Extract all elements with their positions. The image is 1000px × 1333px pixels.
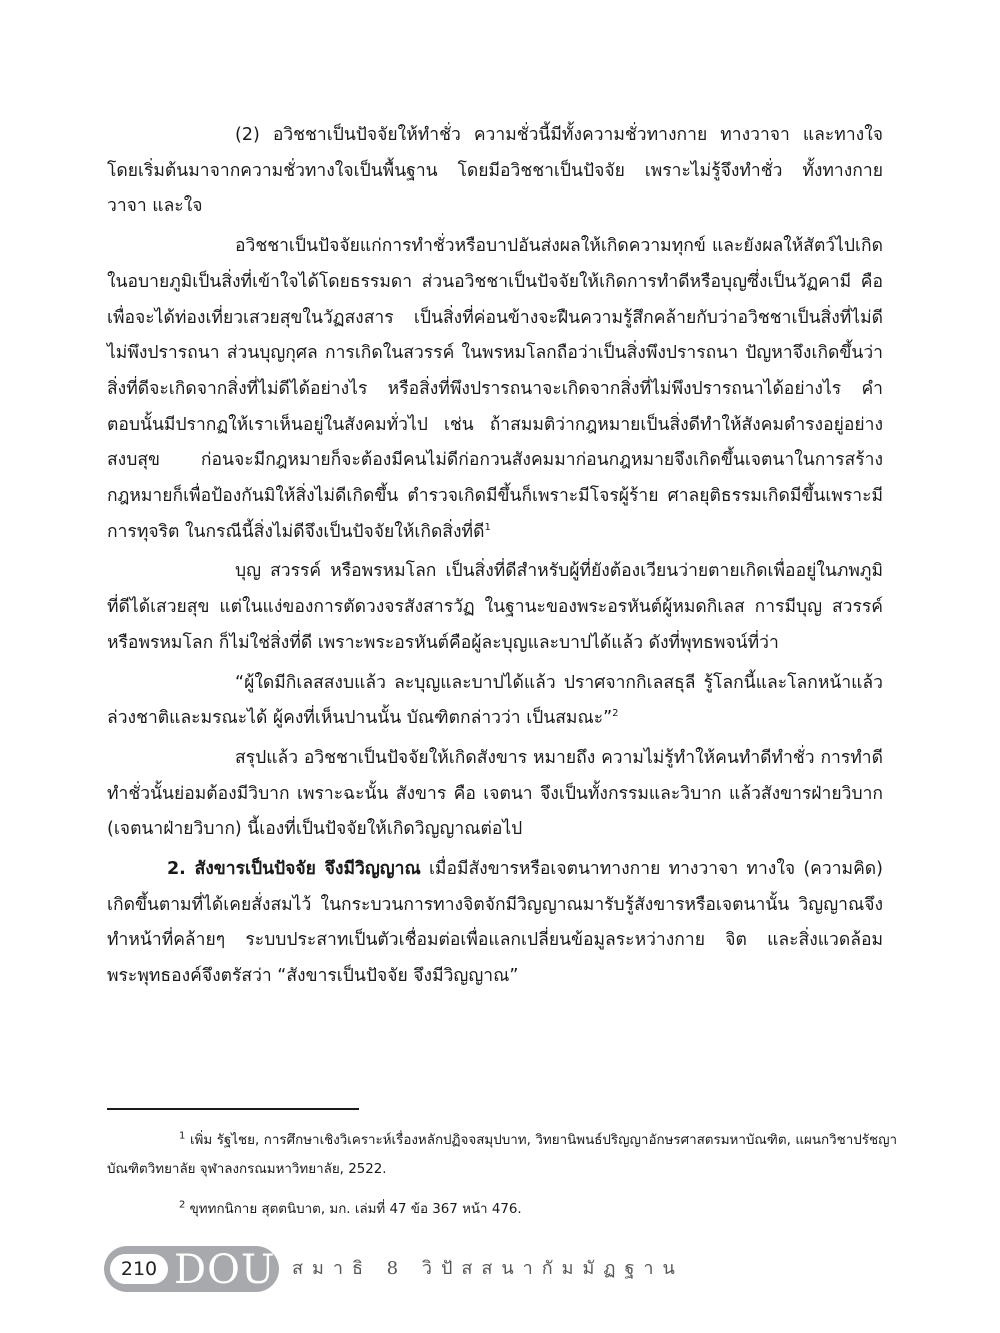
footnote-2-number: 2 (179, 1199, 186, 1211)
paragraph-2 (107, 229, 883, 550)
footer-badge (104, 1246, 279, 1292)
footnote-2 (107, 1195, 897, 1224)
book-title: สมาธิ 8 วิปัสสนากัมมัฏฐาน (292, 1258, 684, 1279)
paragraph-1 (107, 118, 883, 225)
paragraph-3 (107, 554, 883, 661)
footnotes (107, 1126, 897, 1224)
paragraph-4-text: สรุปแล้ว อวิชชาเป็นปัจจัยให้เกิดสังขาร หมายถึง ความไม่รู้ทำให้คนทำดีทำชั่ว การทำดีทำชั่วนั้นย่อมต้องมีวิบาก เพราะฉะนั้น สังขาร คือ เจตนา จึงเป็นทั้งกรรมและวิบาก แล้วสังขารฝ่ายวิบาก (เจตนาฝ่ายวิบาก) นี้เองที่เป็นปัจจัยให้เกิดวิญญาณต่อไป (107, 747, 883, 840)
paragraph-5-text: เมื่อมีสังขารหรือเจตนาทางกาย ทางวาจา ทางใจ (ความคิด) เกิดขึ้นตามที่ได้เคยสั่งสมไว้ ในกระบวนการทางจิตจักมีวิญญาณมารับรู้สังขารหรือเจตนานั้น วิญญาณจึงทำหน้าที่คล้ายๆ ระบบประสาทเป็นตัวเชื่อมต่อเพื่อแลกเปลี่ยนข้อมูลระหว่างกาย จิต และสิ่งแวดล้อม พระพุทธองค์จึงตรัสว่า “สังขารเป็นปัจจัย จึงมีวิญญาณ” (107, 859, 883, 987)
paragraph-5 (107, 852, 883, 995)
dou-logo: DOU (174, 1247, 276, 1293)
section-heading: 2. สังขารเป็นปัจจัย จึงมีวิญญาณ (167, 859, 421, 880)
footnote-1 (107, 1126, 897, 1184)
footnote-divider (107, 1108, 359, 1110)
footnote-1-number: 1 (179, 1130, 186, 1142)
quote-text: “ผู้ใดมีกิเลสสงบแล้ว ละบุญและบาปได้แล้ว ปราศจากกิเลสธุลี รู้โลกนี้และโลกหน้าแล้ว ล่วงชาติและมรณะได้ ผู้คงที่เห็นปานนั้น บัณฑิตกล่าวว่า เป็นสมณะ” (107, 672, 883, 729)
paragraph-3-text: บุญ สวรรค์ หรือพรหมโลก เป็นสิ่งที่ดีสำหรับผู้ที่ยังต้องเวียนว่ายตายเกิดเพื่ออยู่ในภพภูมิที่ดีได้เสวยสุข แต่ในแง่ของการตัดวงจรสังสารวัฏ ในฐานะของพระอรหันต์ผู้หมดกิเลส การมีบุญ สวรรค์ หรือพรหมโลก ก็ไม่ใช่สิ่งที่ดี เพราะพระอรหันต์คือผู้ละบุญและบาปได้แล้ว ดังที่พุทธพจน์ที่ว่า (107, 561, 883, 653)
paragraph-1-text: (2) อวิชชาเป็นปัจจัยให้ทำชั่ว ความชั่วนี้มีทั้งความชั่วทางกาย ทางวาจา และทางใจ โดยเริ่มต้นมาจากความชั่วทางใจเป็นพื้นฐาน โดยมีอวิชชาเป็นปัจจัย เพราะไม่รู้จึงทำชั่ว ทั้งทางกาย วาจา และใจ (107, 125, 883, 217)
paragraph-2-text: อวิชชาเป็นปัจจัยแก่การทำชั่วหรือบาปอันส่งผลให้เกิดความทุกข์ และยังผลให้สัตว์ไปเกิดในอบายภูมิเป็นสิ่งที่เข้าใจได้โดยธรรมดา ส่วนอวิชชาเป็นปัจจัยให้เกิดการทำดีหรือบุญซึ่งเป็นวัฏคามี คือ เพื่อจะได้ท่องเที่ยวเสวยสุขในวัฏสงสาร เป็นสิ่งที่ค่อนข้างจะฝืนความรู้สึกคล้ายกับว่าอวิชชาเป็นสิ่งที่ไม่ดี ไม่พึงปรารถนา ส่วนบุญกุศล การเกิดในสวรรค์ ในพรหมโลกถือว่าเป็นสิ่งพึงปรารถนา ปัญหาจึงเกิดขึ้นว่า สิ่งที่ดีจะเกิดจากสิ่งที่ไม่ดีได้อย่างไร หรือสิ่งที่พึงปรารถนาจะเกิดจากสิ่งที่ไม่พึงปรารถนาได้อย่างไร คำตอบนั้นมีปรากฏให้เราเห็นอยู่ในสังคมทั่วไป เช่น ถ้าสมมติว่ากฎหมายเป็นสิ่งดีทำให้สังคมดำรงอยู่อย่างสงบสุข ก่อนจะมีกฎหมายก็จะต้องมีคนไม่ดีก่อกวนสังคมมาก่อนกฎหมายจึงเกิดขึ้นเจตนาในการสร้างกฎหมายก็เพื่อป้องกันมิให้สิ่งไม่ดีเกิดขึ้น ตำรวจเกิดมีขึ้นก็เพราะมีโจรผู้ร้าย ศาลยุติธรรมเกิดมีขึ้นเพราะมีการทุจริต ในกรณีนี้สิ่งไม่ดีจึงเป็นปัจจัยให้เกิดสิ่งที่ดี (107, 236, 883, 542)
footnote-ref-1[interactable]: 1 (484, 521, 491, 533)
footnote-1-text: เพิ่ม รัฐไชย, การศึกษาเชิงวิเคราะห์เรื่องหลักปฏิจจสมุปบาท, วิทยานิพนธ์ปริญญาอักษรศาสตรมหาบัณฑิต, แผนกวิชาปรัชญา บัณฑิตวิทยาลัย จุฬาลงกรณมหาวิทยาลัย, 2522. (107, 1133, 897, 1177)
footnote-2-text: ขุททกนิกาย สุตตนิบาต, มก. เล่มที่ 47 ข้อ 367 หน้า 476. (185, 1202, 522, 1217)
body-text (107, 118, 883, 995)
paragraph-4 (107, 741, 883, 848)
page-number: 210 (110, 1254, 168, 1284)
footnote-ref-2[interactable]: 2 (612, 708, 619, 720)
quote-paragraph (107, 666, 883, 737)
